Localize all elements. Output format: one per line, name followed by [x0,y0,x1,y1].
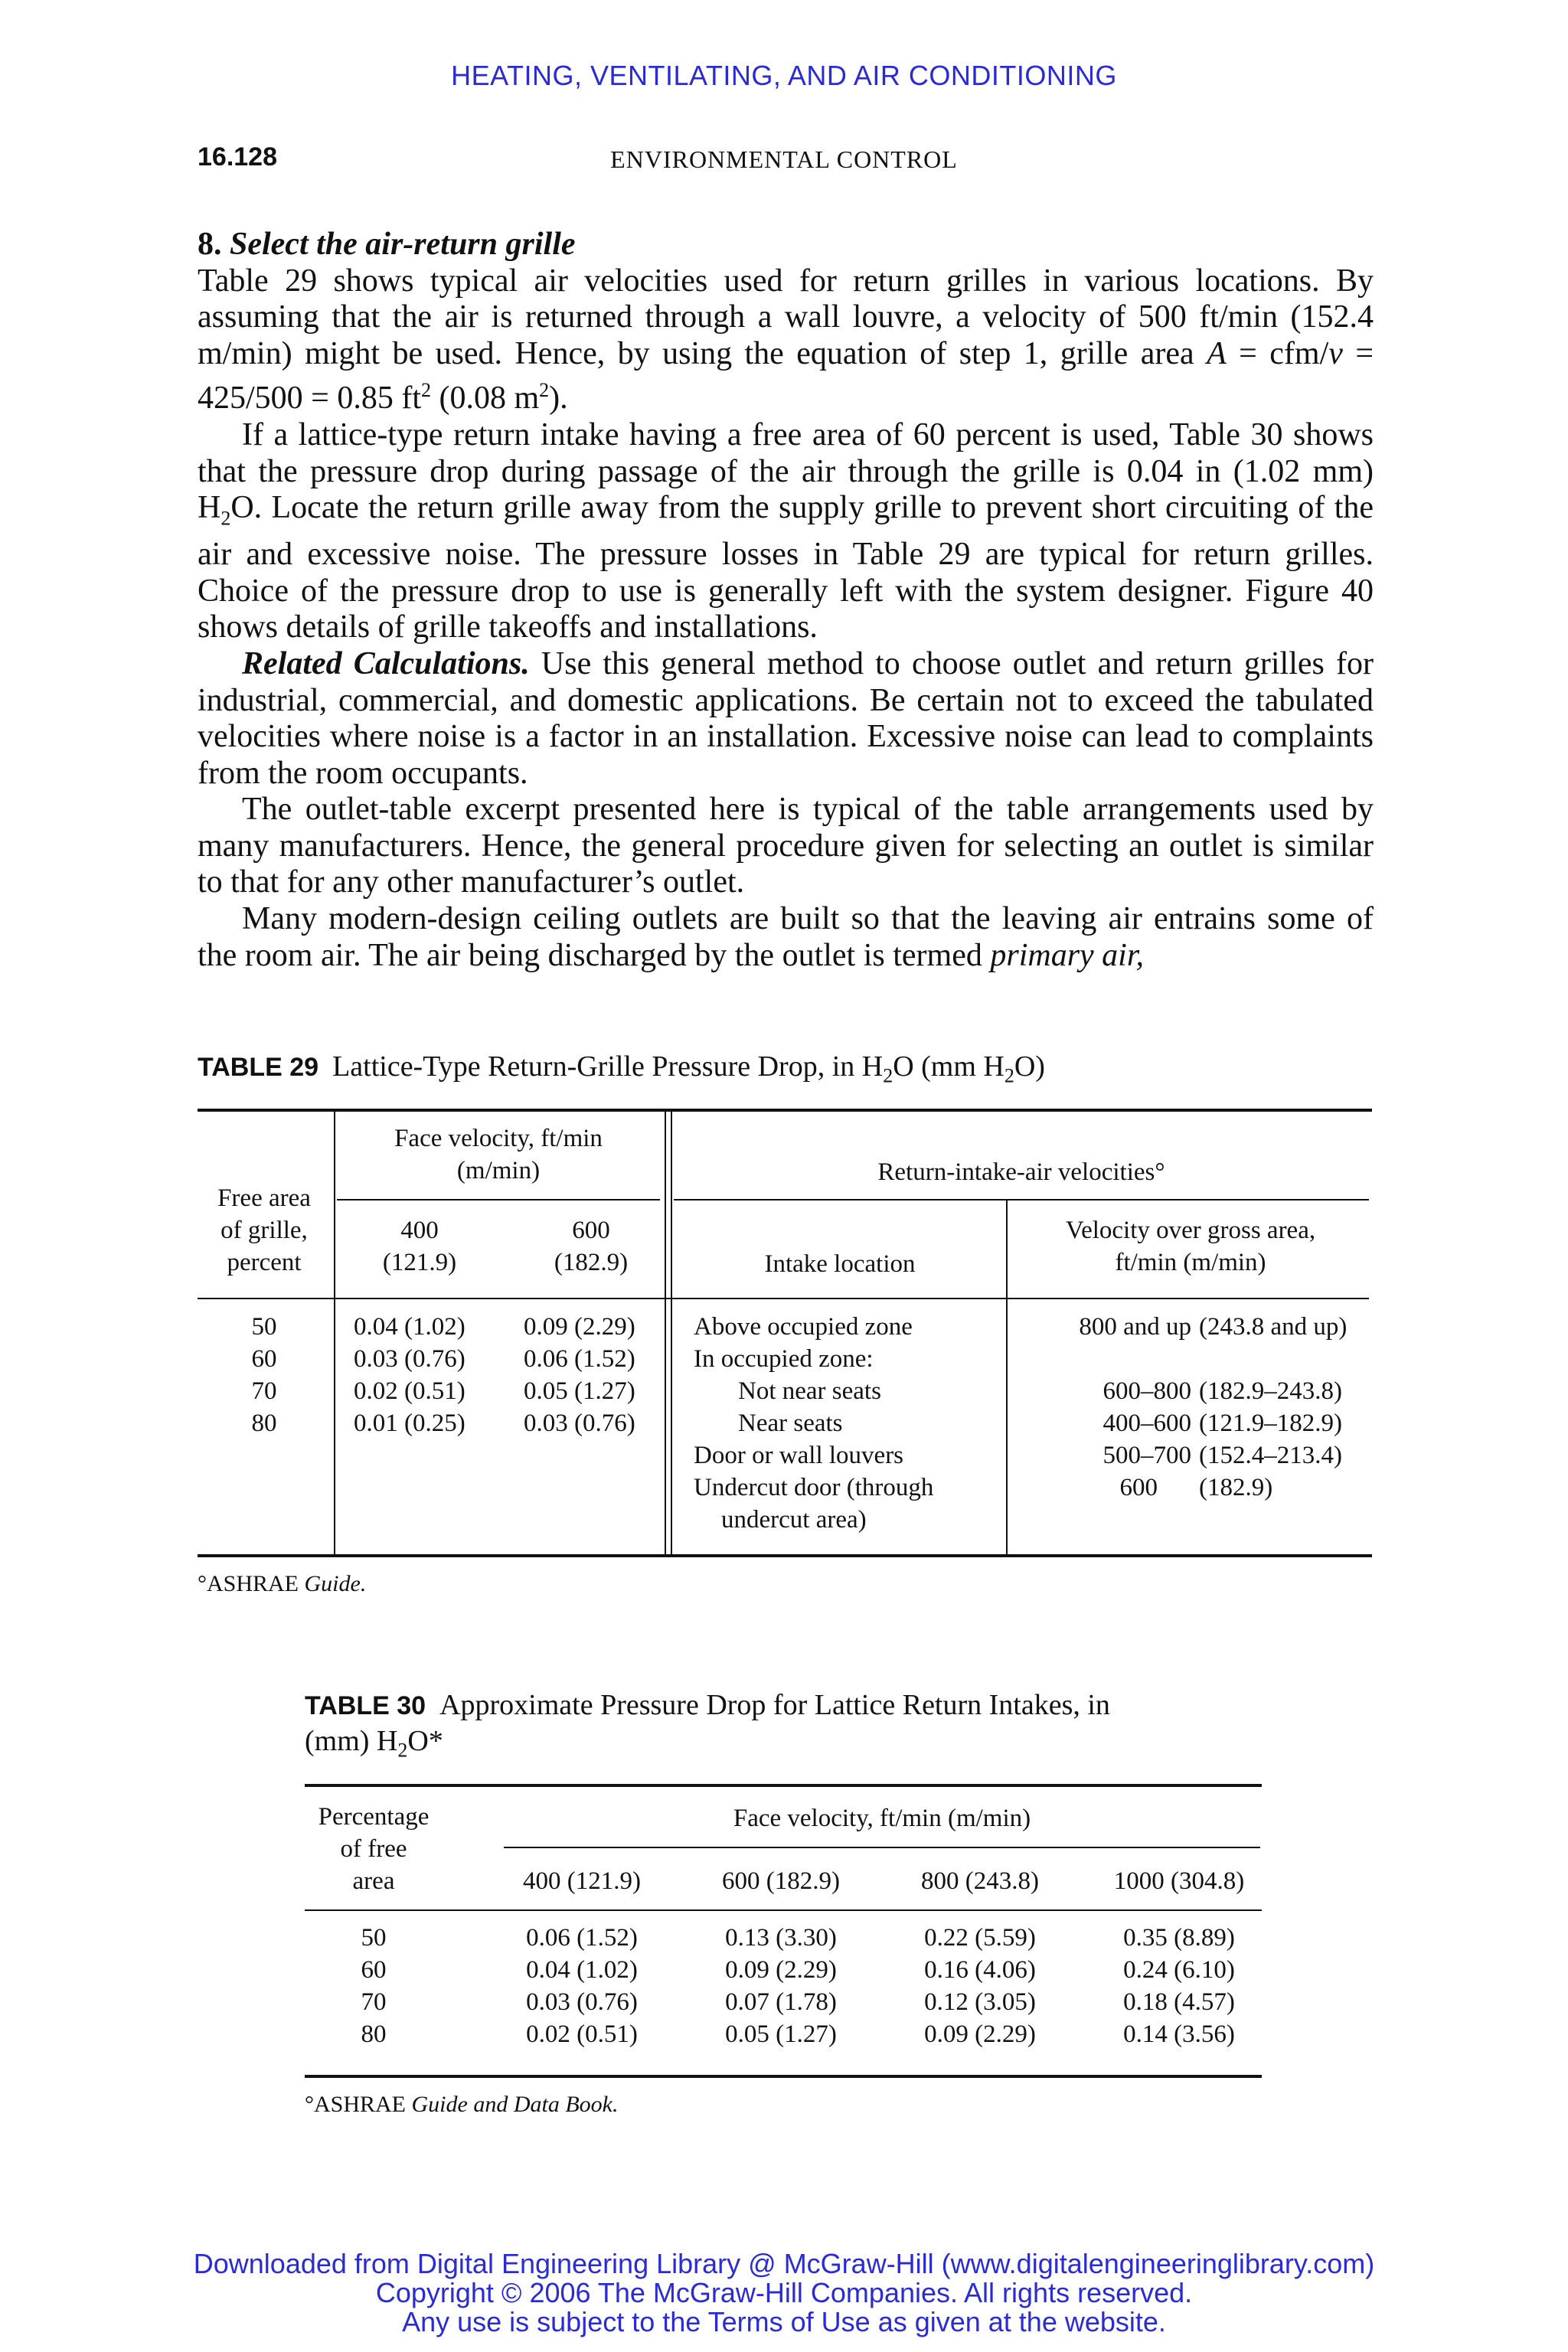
table-row [305,1922,1262,1954]
step-number: 8. [198,227,222,262]
table-30-cell: 80 [361,2020,387,2048]
running-header: HEATING, VENTILATING, AND AIR CONDITIONING [451,60,1117,91]
table-30-cell: 60 [361,1956,387,1984]
table-29-head-400: 400 (121.9) [382,1217,457,1276]
table-29-cell: 0.01 (0.25) [354,1410,466,1437]
table-29-cell: 80 [251,1410,277,1437]
table-29-cell: Undercut door (through [694,1474,934,1501]
table-29-label: TABLE 29 [198,1053,319,1082]
table-30-cell: 0.13 (3.30) [725,1924,837,1952]
table-30-head-percentage: Percentage of free area [318,1803,430,1895]
table-row [305,1954,1262,1986]
table-29-cell: Above occupied zone [694,1313,913,1341]
chapter-title: ENVIRONMENTAL CONTROL [610,145,958,173]
table-30-body [305,1922,1262,2050]
table-30-head-600: 600 (182.9) [722,1867,840,1895]
table-30-head-1000: 1000 (304.8) [1113,1867,1245,1895]
table-30-cell: 0.18 (4.57) [1123,1988,1235,2016]
table-29-cell: (182.9–243.8) [1199,1377,1342,1405]
table-30-label: TABLE 30 [305,1691,426,1720]
table-30-bottom-rule [305,2075,1262,2078]
table-29-caption: TABLE 29 Lattice-Type Return-Grille Pressure Drop, in $H_2O$ (mm $H_2O$) [198,1050,1045,1087]
table-30-cell: 70 [361,1988,387,2016]
table-30-cell: 0.35 (8.89) [1123,1924,1235,1952]
table-30-cell: 0.07 (1.78) [725,1988,837,2016]
footer-download-line[interactable]: Downloaded from Digital Engineering Library @ McGraw-Hill (www.digitalengineeringlibrary.com) [193,2248,1375,2279]
table-30-head-face-velocity: Face velocity, ft/min (m/min) [733,1805,1031,1832]
paragraph-1: Table 29 shows typical air velocities used for return grilles in various locations. By assuming that the air is returned through a wall louvre, a velocity of 500 ft/min (152.4 m/min) might be used. Hence, by using the equation of step 1, grille area A = cfm/v = 425/500 = 0.85 $ft^2$ (0.08 $m^2$). [198,263,1374,416]
table-29-cell: 70 [251,1377,277,1405]
paragraph-related: Related Calculations. Use this general method to choose outlet and return grilles for industrial, commercial, and domestic applications. Be certain not to exceed the tabulated velocities where noise is a factor in an installation. Excessive noise can lead to complaints from the room occupants. [198,645,1374,791]
table-row [305,1986,1262,2018]
table-29-cell: In occupied zone: [694,1345,874,1373]
table-30-cell: 0.06 (1.52) [526,1924,638,1952]
page-number: 16.128 [198,142,277,172]
table-29-head-600: 600 (182.9) [554,1217,629,1276]
table-30-head-400: 400 (121.9) [523,1867,641,1895]
table-30-cell: 0.24 (6.10) [1123,1956,1235,1984]
table-30-head-800: 800 (243.8) [921,1867,1039,1895]
table-29-cell: 0.04 (1.02) [354,1313,466,1341]
table-30-cell: 50 [361,1924,387,1952]
footer-copyright-line: Copyright © 2006 The McGraw-Hill Companies. All rights reserved. [375,2277,1193,2308]
table-29-cell: (243.8 and up) [1199,1313,1348,1341]
table-29-cell: Door or wall louvers [694,1442,904,1469]
table-30-cell: 0.09 (2.29) [725,1956,837,1984]
table-30-cell: 0.02 (0.51) [526,2020,638,2048]
table-29-cell: 500–700 [1102,1442,1191,1469]
related-calculations-heading: Related Calculations. [242,645,530,681]
table-30-top-rule [305,1784,1262,1787]
table-29-cell: undercut area) [721,1506,867,1534]
table-29-cell: Near seats [738,1410,843,1437]
table-30-cell: 0.04 (1.02) [526,1956,638,1984]
table-29-head-velocity-gross: Velocity over gross area, ft/min (m/min) [1065,1217,1316,1276]
paragraph-5: Many modern-design ceiling outlets are built so that the leaving air entrains some of the room air. The air being discharged by the outlet is termed primary air, [198,901,1374,973]
table-30-cell: 0.22 (5.59) [924,1924,1036,1952]
table-29-head-intake-location: Intake location [764,1250,916,1278]
step-title: Select the air-return grille [230,227,576,262]
table-30-header-rule [305,1909,1262,1911]
table-29-cell: 400–600 [1102,1410,1191,1437]
table-30-cell: 0.16 (4.06) [924,1956,1036,1984]
table-29-head-face-velocity: Face velocity, ft/min (m/min) [394,1125,603,1184]
paragraph-2: If a lattice-type return intake having a free area of 60 percent is used, Table 30 shows that the pressure drop during passage of the air through the grille is 0.04 in (1.02 mm) $H_2O$. Locate the return grille away from the supply grille to prevent short circuiting of the air and excessive noise. The pressure losses in Table 29 are typical for return grilles. Choice of the pressure drop to use is generally left with the system designer. Figure 40 shows details of grille takeoffs and installations. [198,416,1374,645]
table-29-cell: 0.03 (0.76) [354,1345,466,1373]
table-30-caption: TABLE 30 Approximate Pressure Drop for Lattice Return Intakes, in (mm) $H_2O*$ [305,1689,1110,1762]
table-30-face-rule [504,1847,1260,1848]
table-29-cell: 50 [251,1313,277,1341]
table-29-cell: 0.09 (2.29) [524,1313,635,1341]
copyright-footer [0,2249,1568,2337]
table-29-head-free-area: Free area of grille, percent [217,1184,311,1276]
table-29-footnote: °ASHRAE Guide. [198,1571,367,1596]
table-30-cell: 0.14 (3.56) [1123,2020,1235,2048]
table-30-cell: 0.03 (0.76) [526,1988,638,2016]
footer-terms-line: Any use is subject to the Terms of Use as given at the website. [402,2306,1166,2337]
table-30-cell: 0.12 (3.05) [924,1988,1036,2016]
table-29-cell: (152.4–213.4) [1199,1442,1342,1469]
table-row [305,2018,1262,2050]
table-30-footnote: °ASHRAE Guide and Data Book. [305,2092,619,2117]
table-29-cell: 60 [251,1345,277,1373]
table-29-cell: Not near seats [738,1377,881,1405]
table-29-head-return: Return-intake-air velocities° [877,1158,1165,1186]
table-29-cell: 0.05 (1.27) [524,1377,635,1405]
table-29-cell: 0.06 (1.52) [524,1345,635,1373]
table-29-cell: (182.9) [1199,1474,1273,1501]
table-29-cell: (121.9–182.9) [1199,1410,1342,1437]
table-29-cell: 600 [1119,1474,1158,1501]
table-30-cell: 0.09 (2.29) [924,2020,1036,2048]
table-30-cell: 0.05 (1.27) [725,2020,837,2048]
table-29-cell: 600–800 [1102,1377,1191,1405]
table-29-cell: 800 and up [1079,1313,1191,1341]
table-29-cell: 0.03 (0.76) [524,1410,635,1437]
table-29-cell: 0.02 (0.51) [354,1377,466,1405]
paragraph-4: The outlet-table excerpt presented here is typical of the table arrangements used by many manufacturers. Hence, the general procedure given for selecting an outlet is similar to that for any other manufacturer’s outlet. [198,792,1374,900]
